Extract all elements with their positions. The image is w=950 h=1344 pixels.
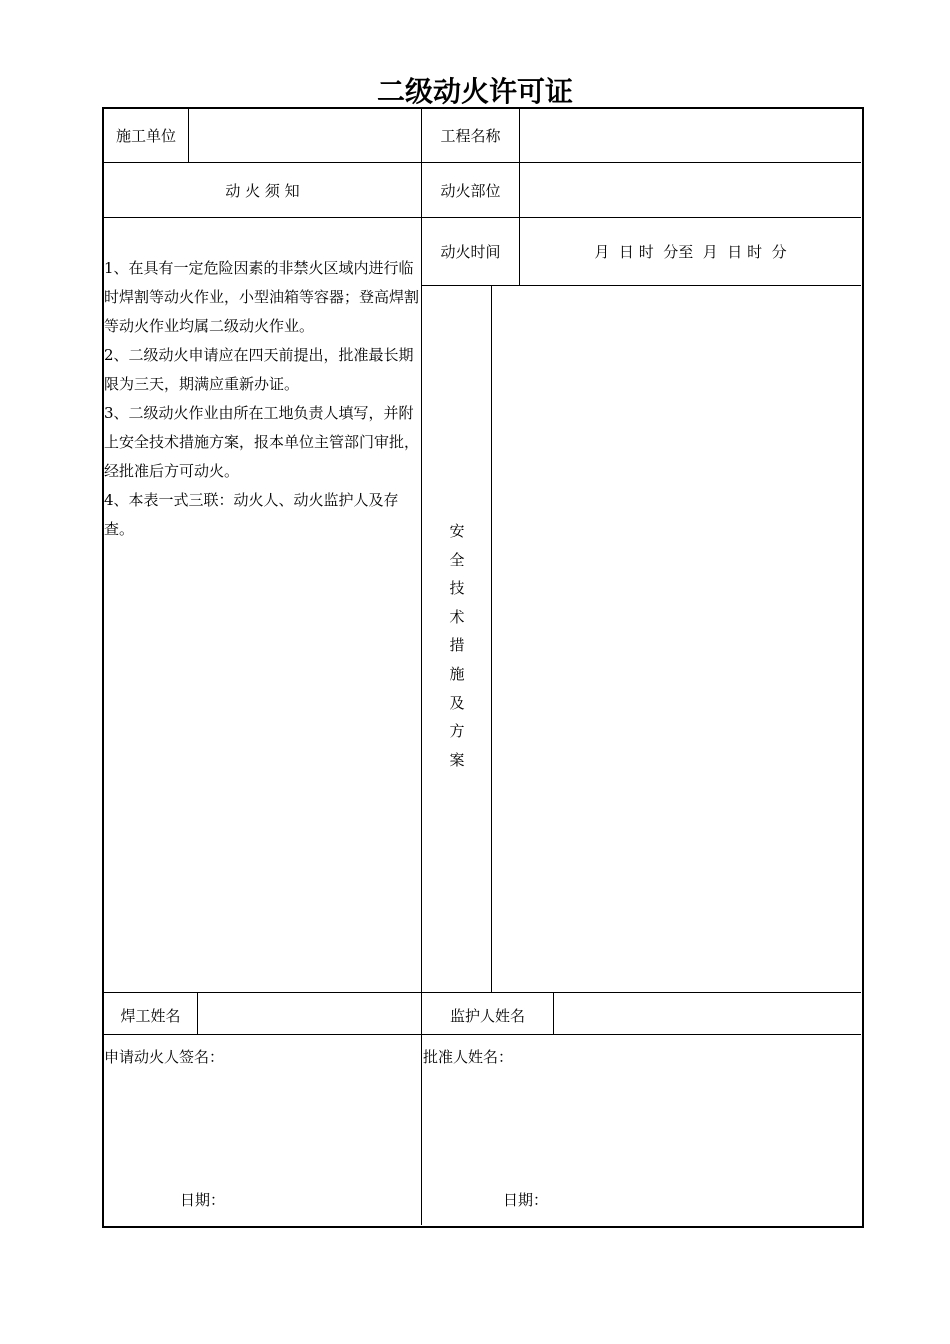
row-divider-5 (103, 1034, 861, 1035)
fire-location-label: 动火部位 (440, 181, 501, 200)
project-name-label: 工程名称 (440, 127, 501, 145)
safety-measures-char: 案 (449, 750, 465, 769)
fire-location-field[interactable] (520, 163, 861, 217)
construction-unit-label: 施工单位 (115, 127, 176, 145)
notice-header: 动 火 须 知 (225, 181, 300, 200)
safety-measures-char: 及 (449, 693, 465, 712)
applicant-signature-label: 申请动火人签名： (104, 1048, 225, 1066)
notice-item-4: 4、本表一式三联：动火人、动火监护人及存查。 (104, 491, 399, 538)
safety-measures-char: 技 (449, 579, 465, 598)
safety-measures-char: 措 (449, 636, 465, 655)
date-label-left: 日期： (180, 1191, 226, 1209)
approver-name-label: 批准人姓名： (423, 1048, 514, 1066)
notice-item-3: 3、二级动火作业由所在工地负责人填写，并附上安全技术措施方案，报本单位主管部门审批，经批准后方可动火。 (104, 404, 420, 480)
project-name-field[interactable] (520, 109, 861, 162)
notice-list (104, 254, 424, 544)
date-label-right: 日期： (503, 1191, 549, 1209)
page-title: 二级动火许可证 (376, 75, 573, 108)
safety-measures-label (445, 517, 469, 774)
fire-time-field[interactable]: 月 日 时 分至 月 日 时 分 (594, 243, 787, 261)
fire-time-label: 动火时间 (440, 243, 501, 261)
safety-measures-field[interactable] (492, 286, 861, 992)
notice-item-1: 1、在具有一定危险因素的非禁火区域内进行临时焊割等动火作业，小型油箱等容器；登高焊割等动火作业均属二级动火作业。 (104, 259, 420, 335)
safety-measures-char: 施 (449, 664, 465, 683)
construction-unit-field[interactable] (189, 109, 421, 162)
notice-item-2: 2、二级动火申请应在四天前提出，批准最长期限为三天，期满应重新办证。 (104, 346, 414, 393)
safety-measures-char: 方 (449, 722, 465, 741)
guardian-name-field[interactable] (554, 993, 861, 1034)
guardian-name-label: 监护人姓名 (449, 1007, 525, 1025)
safety-measures-char: 安 (449, 522, 465, 540)
safety-measures-char: 全 (449, 550, 465, 569)
welder-name-label: 焊工姓名 (120, 1007, 181, 1025)
welder-name-field[interactable] (198, 993, 421, 1034)
safety-measures-char: 术 (449, 607, 465, 626)
